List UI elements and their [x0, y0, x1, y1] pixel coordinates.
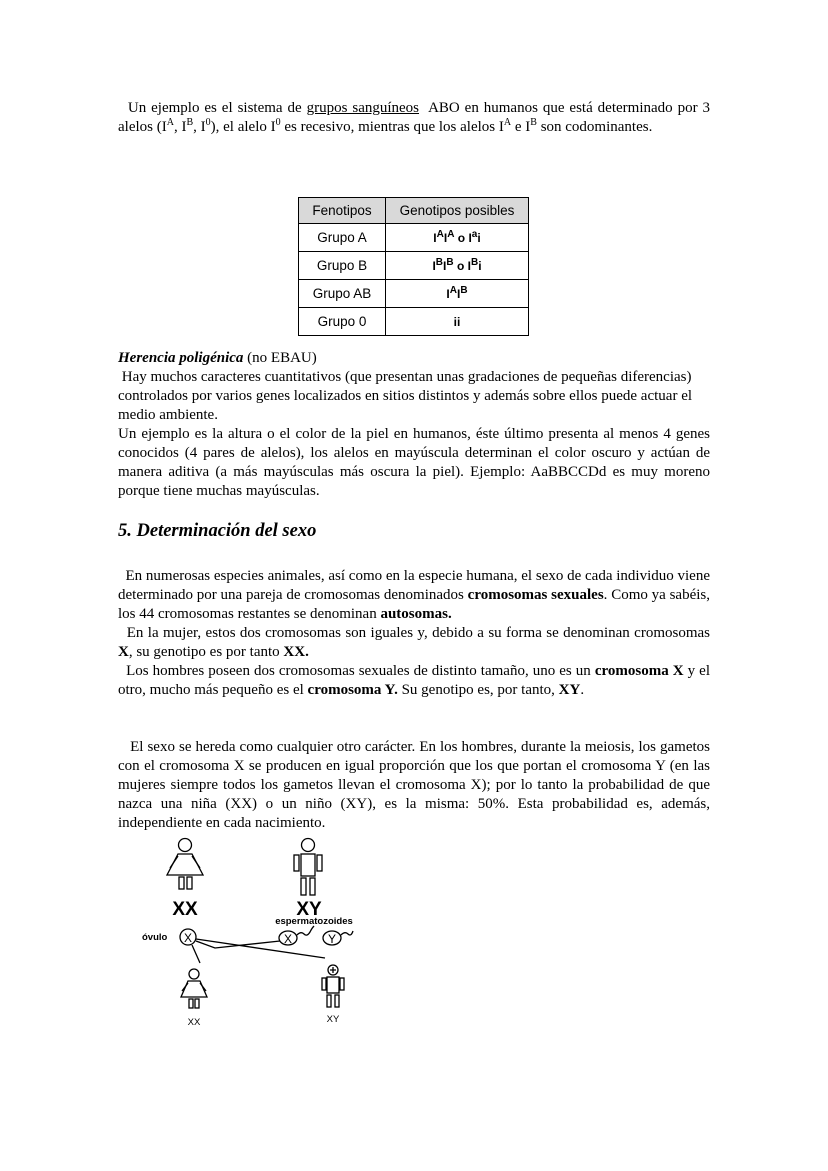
table-row [299, 280, 529, 308]
sex-inheritance-diagram [130, 835, 370, 1035]
polygenic-title: Herencia poligénica [118, 350, 244, 366]
son-genotype-label: XY [326, 1014, 340, 1025]
table-header-row [299, 198, 529, 224]
abo-intro-paragraph: Un ejemplo es el sistema de grupos sanguíneos ABO en humanos que está determinado por 3 alelos ($I^A$, $I^B$, $I^0$), el alelo $I^0$ es recesivo, mientras que los alelos $I^A$ e $I^B$ son codominantes. [118, 100, 711, 135]
son-figure-icon [322, 965, 344, 1007]
genotype-cell: $I^AI^A$ o $I^ai$ [386, 224, 529, 252]
egg-label: óvulo [142, 932, 168, 943]
polygenic-paragraph-2: Un ejemplo es la altura o el color de la piel en humanos, éste último presenta al menos 4 genes conocidos (4 pares de alelos), los alelos en mayúscula determinan el color oscuro y actúan de manera aditiva (a más mayúsculas más oscura la piel). Ejemplo: AaBBCCDd es muy moreno porque tiene muchas mayúsculas. [118, 426, 710, 499]
genotype-cell: $I^BI^B$ o $I^Bi$ [386, 252, 529, 280]
sex-paragraph-3: Los hombres poseen dos cromosomas sexuales de distinto tamaño, uno es un cromosoma X y el otro, mucho más pequeño es el cromosoma Y. Su genotipo es, por tanto, XY. [118, 663, 710, 698]
sex-paragraph-2: En la mujer, estos dos cromosomas son iguales y, debido a su forma se denominan cromosomas X, su genotipo es por tanto XX. [118, 625, 710, 660]
mother-figure-icon [167, 839, 203, 890]
sperm-label: espermatozoides [275, 916, 353, 927]
blood-groups-link[interactable]: grupos sanguíneos [306, 100, 420, 116]
table-header: Fenotipos [299, 198, 386, 224]
sperm-y-label: Y [327, 932, 337, 946]
phenotype-cell: Grupo 0 [299, 308, 386, 336]
sex-paragraph-4: El sexo se hereda como cualquier otro carácter. En los hombres, durante la meiosis, los gametos con el cromosoma X se producen en igual proporción que los que portan el cromosoma Y (en las mujeres siempre todos los gametos llevan el cromosoma X); por lo tanto la probabilidad de que nazca una niña (XX) o un niño (XY), es la misma: 50%. Esta probabilidad es, además, independiente en cada nacimiento. [118, 739, 711, 831]
table-header: Genotipos posibles [386, 198, 529, 224]
polygenic-paragraph-1: Hay muchos caracteres cuantitativos (que presentan unas gradaciones de pequeñas diferencias) controlados por varios genes localizados en sitios distintos y además sobre ellos puede actuar el medio ambiente. [118, 369, 693, 423]
daughter-genotype-label: XX [187, 1017, 201, 1028]
abo-genotype-table [298, 197, 529, 336]
section-heading: 5. Determinación del sexo [118, 521, 317, 541]
table-row [299, 308, 529, 336]
table-row [299, 252, 529, 280]
father-figure-icon [294, 839, 322, 896]
phenotype-cell: Grupo AB [299, 280, 386, 308]
daughter-figure-icon [181, 969, 207, 1008]
genotype-cell: $I^AI^B$ [386, 280, 529, 308]
sex-paragraph-1: En numerosas especies animales, así como en la especie humana, el sexo de cada individuo viene determinado por una pareja de cromosomas denominados cromosomas sexuales. Como ya sabéis, los 44 cromosomas restantes se denominan autosomas. [118, 568, 710, 622]
egg-gamete-label: X [183, 931, 193, 945]
phenotype-cell: Grupo A [299, 224, 386, 252]
sperm-x-label: X [283, 932, 293, 946]
genotype-cell: ii [386, 308, 529, 336]
table-row [299, 224, 529, 252]
cross-line [196, 941, 280, 948]
mother-genotype-label: XX [172, 899, 198, 920]
cross-line [192, 945, 200, 963]
polygenic-title-line: Herencia poligénica (no EBAU) [118, 350, 317, 366]
father-genotype-label: XY [296, 899, 322, 920]
phenotype-cell: Grupo B [299, 252, 386, 280]
